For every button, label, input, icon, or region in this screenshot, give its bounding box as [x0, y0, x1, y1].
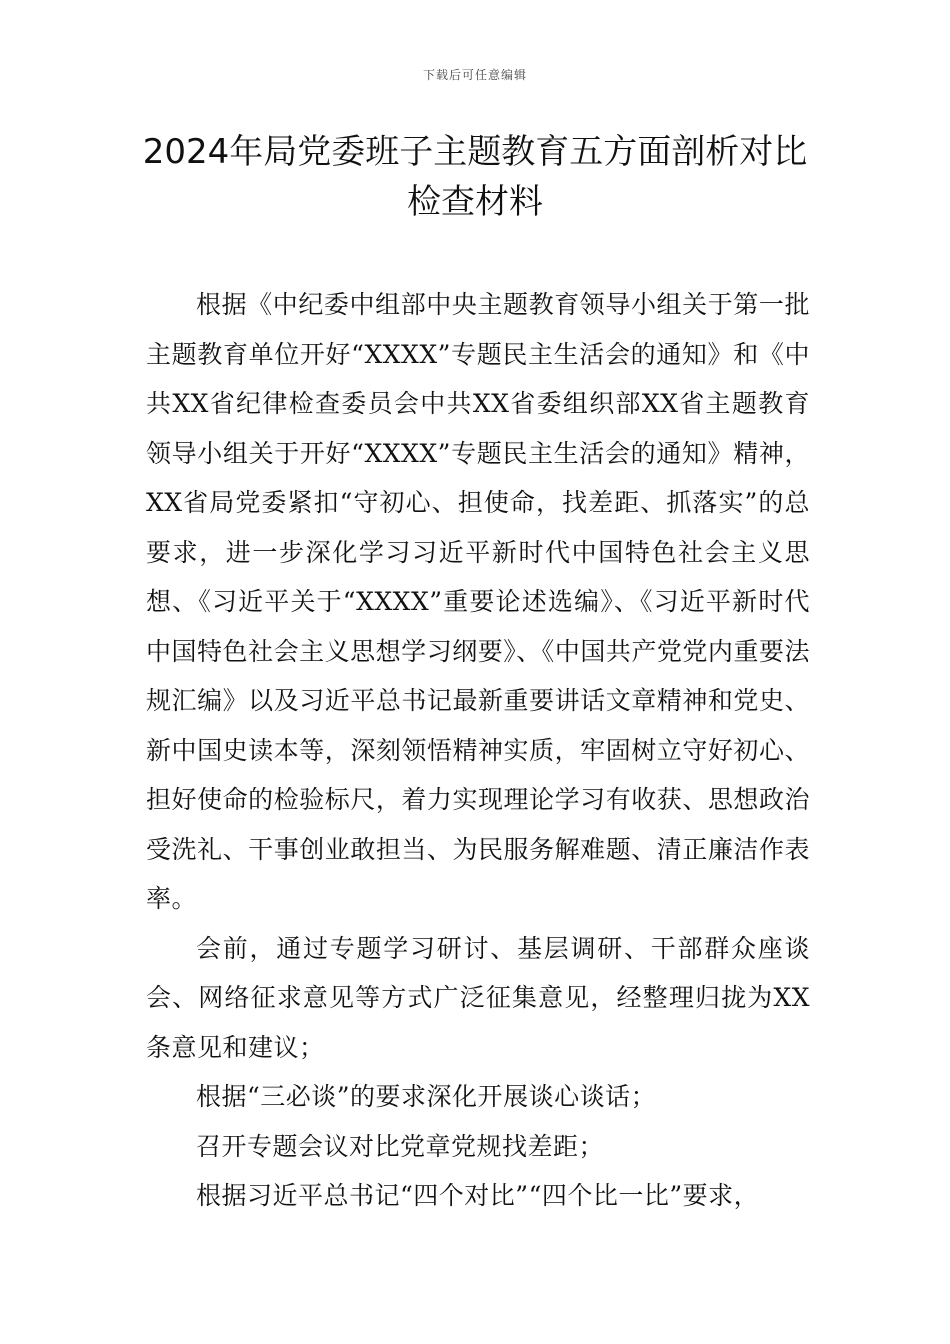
- header-note: 下载后可任意编辑: [422, 68, 527, 82]
- paragraph-heart-talks: 根据“三必谈”的要求深化开展谈心谈话；: [196, 1082, 657, 1111]
- paragraph-four-comparisons: 根据习近平总书记“四个对比”“四个比一比”要求，: [196, 1181, 760, 1210]
- paragraph-special-meeting: 召开专题会议对比党章党规找差距；: [196, 1131, 605, 1161]
- document-body: [146, 280, 810, 1221]
- paragraph-intro: 根据《中纪委中组部中央主题教育领导小组关于第一批主题教育单位开好“XXXX”专题民主生活会的通知》和《中共XX省纪律检查委员会中共XX省委组织部XX省主题教育领导小组关于开好“XXXX”专题民主生活会的通知》精神，XX省局党委紧扣“守初心、担使命，找差距、抓落实”的总要求，进一步深化学习习近平新时代中国特色社会主义思想、《习近平关于“XXXX”重要论述选编》、《习近平新时代中国特色社会主义思想学习纲要》、《中国共产党党内重要法规汇编》以及习近平总书记最新重要讲话文章精神和党史、新中国史读本等，深刻领悟精神实质，牢固树立守好初心、担好使命的检验标尺，着力实现理论学习有收获、思想政治受洗礼、干事创业敢担当、为民服务解难题、清正廉洁作表率。: [146, 290, 810, 913]
- document-title: 2024年局党委班子主题教育五方面剖析对比检查材料: [142, 132, 808, 222]
- paragraph-meeting-prep: 会前，通过专题学习研讨、基层调研、干部群众座谈会、网络征求意见等方式广泛征集意见，经整理归拢为XX条意见和建议；: [146, 933, 810, 1062]
